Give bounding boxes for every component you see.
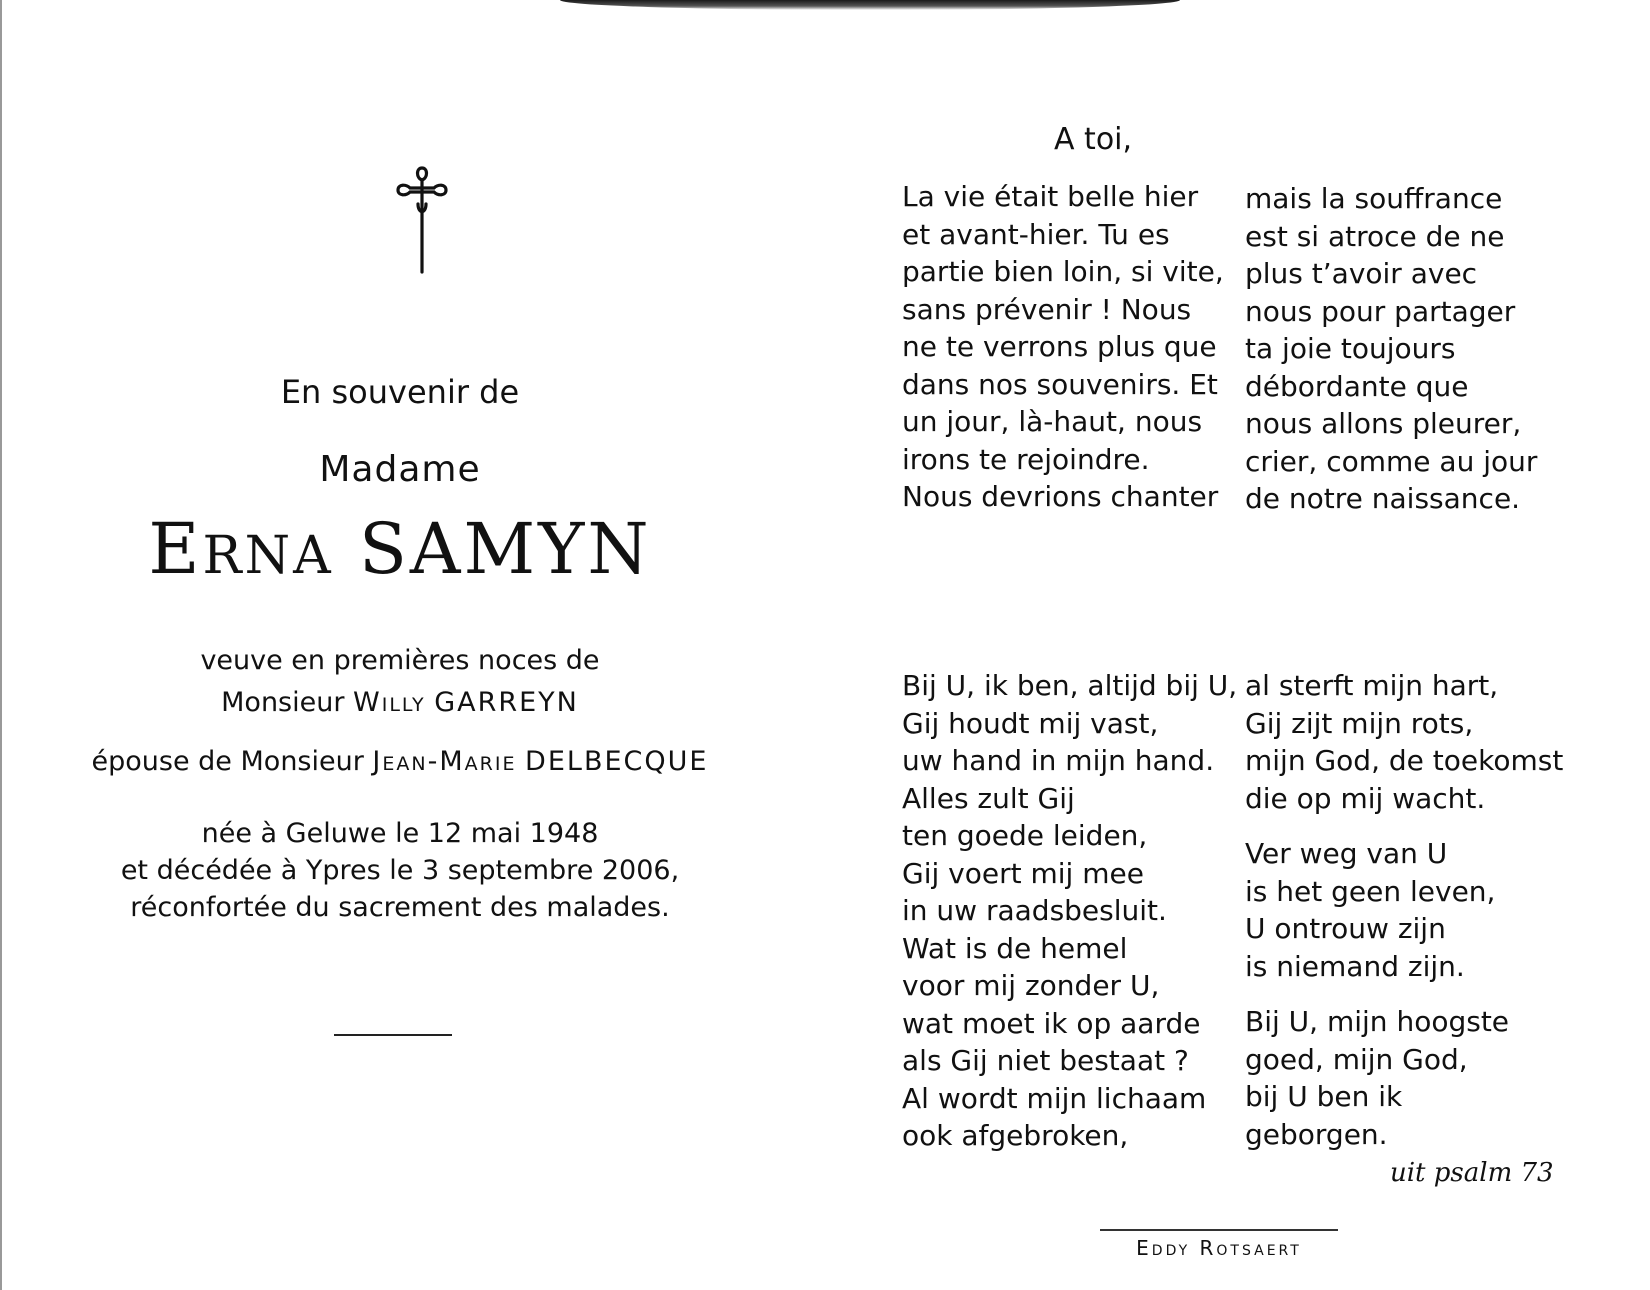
poem-line: un jour, là-haut, nous bbox=[902, 405, 1203, 438]
poem-line: partie bien loin, si vite, bbox=[902, 255, 1224, 288]
poem-line: La vie était belle hier bbox=[902, 180, 1199, 213]
death-line: et décédée à Ypres le 3 septembre 2006, bbox=[120, 855, 680, 886]
psalm-line: uw hand in mijn hand. bbox=[902, 744, 1215, 777]
psalm-line: Bij U, ik ben, altijd bij U, bbox=[902, 669, 1238, 702]
psalm-line: die op mij wacht. bbox=[1245, 781, 1486, 815]
poem-line: Nous devrions chanter bbox=[902, 480, 1219, 513]
psalm-line: is niemand zijn. bbox=[1245, 949, 1465, 983]
spouse-surname: DELBECQUE bbox=[525, 746, 709, 777]
poem-line: ne te verrons plus que bbox=[902, 330, 1217, 363]
sacrament-line: réconfortée du sacrement des malades. bbox=[130, 892, 670, 923]
deceased-name bbox=[30, 508, 770, 590]
psalm-line: is het geen leven, bbox=[1245, 874, 1496, 908]
psalm-stanza bbox=[1245, 667, 1563, 817]
psalm-line: Bij U, mijn hoogste bbox=[1245, 1005, 1510, 1038]
intro-text: En souvenir de bbox=[280, 373, 520, 411]
poem-line: débordante que bbox=[1245, 369, 1469, 403]
spouse-name: Jean-Marie bbox=[372, 746, 517, 777]
first-husband-line: Monsieur Willy GARREYN bbox=[221, 687, 579, 718]
poem-heading: A toi, bbox=[1054, 122, 1133, 157]
scan-left-edge bbox=[0, 0, 2, 1290]
poem-line: nous allons pleurer, bbox=[1245, 407, 1522, 440]
french-poem-column-2 bbox=[1245, 180, 1537, 518]
honorific: Madame bbox=[319, 449, 481, 490]
psalm-stanza bbox=[1245, 1003, 1563, 1153]
psalm-line: Al wordt mijn lichaam bbox=[902, 1081, 1207, 1115]
psalm-line: goed, mijn God, bbox=[1245, 1042, 1468, 1076]
poem-line: et avant-hier. Tu es bbox=[902, 217, 1170, 251]
psalm-source: uit psalm 73 bbox=[1390, 1158, 1554, 1188]
psalm-line: in uw raadsbesluit. bbox=[902, 894, 1167, 927]
printer-credit: Eddy Rotsaert bbox=[1136, 1236, 1302, 1260]
psalm-line: Gij voert mij mee bbox=[902, 856, 1144, 890]
psalm-line: als Gij niet bestaat ? bbox=[902, 1044, 1189, 1077]
printer-rule bbox=[1100, 1229, 1338, 1231]
french-poem-column-1 bbox=[902, 178, 1224, 516]
spouse-line: épouse de Monsieur Jean-Marie DELBECQUE bbox=[91, 746, 709, 777]
psalm-line: U ontrouw zijn bbox=[1245, 912, 1446, 945]
birth-line: née à Geluwe le 12 mai 1948 bbox=[201, 818, 599, 849]
dutch-psalm-column-1 bbox=[902, 667, 1237, 1155]
life-dates-block bbox=[30, 815, 770, 926]
poem-line: de notre naissance. bbox=[1245, 482, 1521, 515]
psalm-line: Wat is de hemel bbox=[902, 931, 1128, 965]
first-name-initial: E bbox=[148, 508, 203, 590]
first-marriage-line: veuve en premières noces de bbox=[200, 645, 600, 676]
scan-edge-shadow bbox=[560, 0, 1180, 10]
poem-line: crier, comme au jour bbox=[1245, 444, 1538, 478]
poem-line: irons te rejoindre. bbox=[902, 442, 1150, 476]
poem-line: plus t’avoir avec bbox=[1245, 257, 1478, 290]
dutch-psalm-column-2 bbox=[1245, 667, 1563, 1171]
poem-line: nous pour partager bbox=[1245, 294, 1516, 328]
surname: SAMYN bbox=[358, 508, 652, 590]
psalm-line: ten goede leiden, bbox=[902, 819, 1148, 852]
first-marriage-block bbox=[30, 640, 770, 724]
first-name-rest: RNA bbox=[202, 526, 334, 586]
ornamental-divider bbox=[334, 1034, 452, 1036]
psalm-line: mijn God, de toekomst bbox=[1245, 744, 1564, 777]
poem-line: est si atroce de ne bbox=[1245, 219, 1505, 253]
poem-line: dans nos souvenirs. Et bbox=[902, 367, 1218, 401]
psalm-line: ook afgebroken, bbox=[902, 1119, 1129, 1152]
psalm-line: wat moet ik op aarde bbox=[902, 1006, 1201, 1040]
poem-line: sans prévenir ! Nous bbox=[902, 292, 1192, 326]
psalm-line: Gij houdt mij vast, bbox=[902, 706, 1159, 740]
first-husband-surname: GARREYN bbox=[434, 687, 579, 718]
psalm-line: voor mij zonder U, bbox=[902, 969, 1160, 1002]
poem-line: ta joie toujours bbox=[1245, 332, 1456, 365]
psalm-line: Gij zijt mijn rots, bbox=[1245, 706, 1474, 740]
psalm-line: bij U ben ik bbox=[1245, 1080, 1403, 1113]
psalm-line: Ver weg van U bbox=[1245, 837, 1448, 870]
cross-icon bbox=[394, 160, 450, 276]
psalm-stanza bbox=[1245, 835, 1563, 985]
psalm-line: geborgen. bbox=[1245, 1117, 1388, 1151]
psalm-line: al sterft mijn hart, bbox=[1245, 669, 1499, 702]
first-husband-name: Willy bbox=[353, 687, 426, 718]
poem-line: mais la souffrance bbox=[1245, 182, 1503, 215]
psalm-line: Alles zult Gij bbox=[902, 781, 1075, 815]
